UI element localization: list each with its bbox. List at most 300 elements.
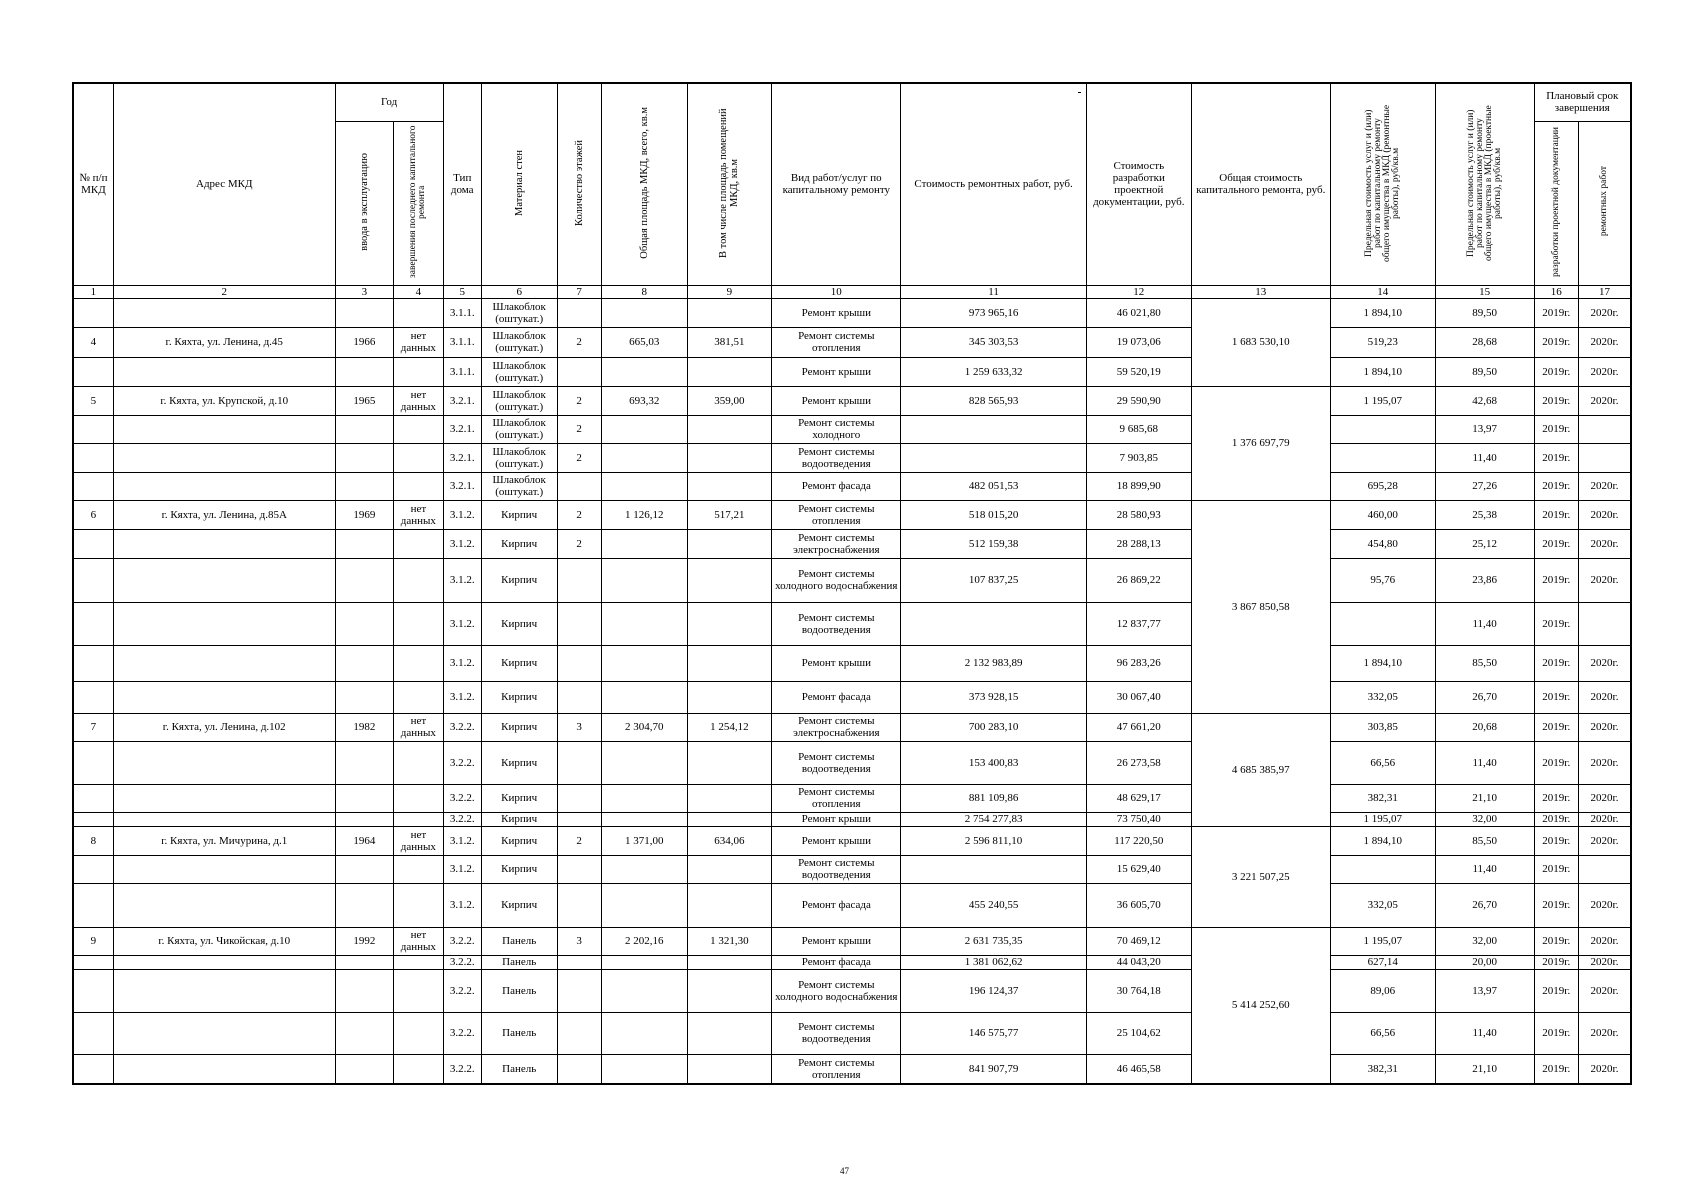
- table-row: [73, 883, 1631, 927]
- work-type-cell: Ремонт крыши: [772, 357, 901, 386]
- floors-cell: [557, 812, 601, 826]
- year-commission-cell: [335, 681, 393, 713]
- table-row: [73, 472, 1631, 500]
- wall-material-cell: Кирпич: [481, 855, 557, 883]
- work-type-cell: Ремонт системы электроснабжения: [772, 529, 901, 558]
- deadline-repair-cell: 2020г.: [1578, 472, 1631, 500]
- premises-area-cell: [687, 969, 772, 1012]
- deadline-repair-cell: [1578, 415, 1631, 443]
- row-number: [73, 812, 113, 826]
- limit-repair-cell: 1 195,07: [1330, 386, 1435, 415]
- design-cost-cell: 26 869,22: [1086, 558, 1191, 602]
- table-row: [73, 741, 1631, 784]
- work-type-cell: Ремонт системы водоотведения: [772, 1012, 901, 1054]
- total-area-cell: [601, 558, 687, 602]
- design-cost-cell: 59 520,19: [1086, 357, 1191, 386]
- table-row: [73, 415, 1631, 443]
- address-cell: [113, 645, 335, 681]
- year-last-repair-cell: нет данных: [394, 327, 443, 357]
- design-cost-cell: 12 837,77: [1086, 602, 1191, 645]
- design-cost-cell: 19 073,06: [1086, 327, 1191, 357]
- table-row: [73, 927, 1631, 955]
- floors-cell: 2: [557, 415, 601, 443]
- year-commission-cell: 1982: [335, 713, 393, 741]
- deadline-repair-cell: 2020г.: [1578, 812, 1631, 826]
- work-type-cell: Ремонт системы отопления: [772, 327, 901, 357]
- deadline-repair-cell: 2020г.: [1578, 784, 1631, 812]
- row-number: [73, 741, 113, 784]
- header-no: № п/п МКД: [73, 83, 113, 285]
- premises-area-cell: [687, 741, 772, 784]
- total-area-cell: 1 371,00: [601, 826, 687, 855]
- work-type-cell: Ремонт системы холодного: [772, 415, 901, 443]
- work-cost-cell: 1 381 062,62: [901, 955, 1087, 969]
- address-cell: [113, 681, 335, 713]
- table-row: [73, 443, 1631, 472]
- table-row: [73, 1012, 1631, 1054]
- premises-area-cell: [687, 602, 772, 645]
- wall-material-cell: Кирпич: [481, 681, 557, 713]
- limit-repair-cell: 382,31: [1330, 1054, 1435, 1084]
- limit-design-cell: 25,12: [1435, 529, 1534, 558]
- year-commission-cell: [335, 529, 393, 558]
- house-type-cell: 3.1.2.: [443, 855, 481, 883]
- limit-repair-cell: [1330, 855, 1435, 883]
- premises-area-cell: [687, 645, 772, 681]
- deadline-repair-cell: 2020г.: [1578, 529, 1631, 558]
- address-cell: [113, 357, 335, 386]
- address-cell: [113, 602, 335, 645]
- design-cost-cell: 70 469,12: [1086, 927, 1191, 955]
- row-number: [73, 298, 113, 327]
- limit-design-cell: 32,00: [1435, 812, 1534, 826]
- deadline-repair-cell: 2020г.: [1578, 645, 1631, 681]
- premises-area-cell: 1 321,30: [687, 927, 772, 955]
- deadline-repair-cell: 2020г.: [1578, 327, 1631, 357]
- address-cell: [113, 855, 335, 883]
- design-cost-cell: 46 465,58: [1086, 1054, 1191, 1084]
- table-row: [73, 681, 1631, 713]
- column-index-cell: 9: [687, 285, 772, 298]
- design-cost-cell: 18 899,90: [1086, 472, 1191, 500]
- house-type-cell: 3.2.2.: [443, 741, 481, 784]
- limit-repair-cell: 1 894,10: [1330, 826, 1435, 855]
- premises-area-cell: [687, 681, 772, 713]
- design-cost-cell: 29 590,90: [1086, 386, 1191, 415]
- deadline-design-cell: 2019г.: [1534, 812, 1578, 826]
- deadline-repair-cell: 2020г.: [1578, 558, 1631, 602]
- wall-material-cell: Шлакоблок (оштукат.): [481, 327, 557, 357]
- limit-design-cell: 32,00: [1435, 927, 1534, 955]
- header-year: Год: [335, 83, 443, 121]
- work-cost-cell: 881 109,86: [901, 784, 1087, 812]
- limit-design-cell: 11,40: [1435, 602, 1534, 645]
- total-area-cell: [601, 681, 687, 713]
- row-number: [73, 1012, 113, 1054]
- address-cell: [113, 812, 335, 826]
- total-area-cell: [601, 415, 687, 443]
- year-last-repair-cell: нет данных: [394, 927, 443, 955]
- deadline-design-cell: 2019г.: [1534, 969, 1578, 1012]
- house-type-cell: 3.1.2.: [443, 529, 481, 558]
- row-number: 4: [73, 327, 113, 357]
- deadline-design-cell: 2019г.: [1534, 327, 1578, 357]
- house-type-cell: 3.2.2.: [443, 955, 481, 969]
- wall-material-cell: Шлакоблок (оштукат.): [481, 357, 557, 386]
- column-index-row: [73, 285, 1631, 298]
- limit-repair-cell: 332,05: [1330, 883, 1435, 927]
- column-index-cell: 14: [1330, 285, 1435, 298]
- table-row: [73, 529, 1631, 558]
- total-area-cell: [601, 529, 687, 558]
- premises-area-cell: 359,00: [687, 386, 772, 415]
- design-cost-cell: 96 283,26: [1086, 645, 1191, 681]
- house-type-cell: 3.1.2.: [443, 558, 481, 602]
- premises-area-cell: [687, 357, 772, 386]
- house-type-cell: 3.2.1.: [443, 386, 481, 415]
- table-row: [73, 1054, 1631, 1084]
- year-last-repair-cell: нет данных: [394, 826, 443, 855]
- design-cost-cell: 25 104,62: [1086, 1012, 1191, 1054]
- total-cost-cell: 1 376 697,79: [1191, 386, 1330, 500]
- table-row: [73, 713, 1631, 741]
- total-area-cell: [601, 812, 687, 826]
- column-index-cell: 4: [394, 285, 443, 298]
- total-area-cell: [601, 741, 687, 784]
- work-cost-cell: 345 303,53: [901, 327, 1087, 357]
- row-number: [73, 645, 113, 681]
- total-area-cell: [601, 298, 687, 327]
- header-wall-material: Материал стен: [481, 83, 557, 285]
- address-cell: [113, 443, 335, 472]
- deadline-repair-cell: 2020г.: [1578, 826, 1631, 855]
- limit-repair-cell: 303,85: [1330, 713, 1435, 741]
- deadline-repair-cell: 2020г.: [1578, 500, 1631, 529]
- house-type-cell: 3.2.1.: [443, 415, 481, 443]
- address-cell: [113, 415, 335, 443]
- limit-repair-cell: 695,28: [1330, 472, 1435, 500]
- row-number: [73, 955, 113, 969]
- premises-area-cell: [687, 558, 772, 602]
- limit-design-cell: 20,68: [1435, 713, 1534, 741]
- address-cell: [113, 558, 335, 602]
- total-area-cell: 665,03: [601, 327, 687, 357]
- floors-cell: [557, 1012, 601, 1054]
- deadline-repair-cell: 2020г.: [1578, 386, 1631, 415]
- year-commission-cell: [335, 602, 393, 645]
- deadline-design-cell: 2019г.: [1534, 1054, 1578, 1084]
- work-type-cell: Ремонт фасада: [772, 681, 901, 713]
- year-commission-cell: [335, 1054, 393, 1084]
- address-cell: [113, 529, 335, 558]
- work-type-cell: Ремонт крыши: [772, 645, 901, 681]
- table-row: [73, 500, 1631, 529]
- total-cost-cell: 4 685 385,97: [1191, 713, 1330, 826]
- total-area-cell: [601, 784, 687, 812]
- address-cell: г. Кяхта, ул. Ленина, д.45: [113, 327, 335, 357]
- premises-area-cell: [687, 855, 772, 883]
- floors-cell: [557, 645, 601, 681]
- work-cost-cell: 482 051,53: [901, 472, 1087, 500]
- limit-design-cell: 85,50: [1435, 645, 1534, 681]
- deadline-repair-cell: 2020г.: [1578, 955, 1631, 969]
- deadline-design-cell: 2019г.: [1534, 558, 1578, 602]
- year-last-repair-cell: [394, 969, 443, 1012]
- limit-repair-cell: 460,00: [1330, 500, 1435, 529]
- total-cost-cell: 1 683 530,10: [1191, 298, 1330, 386]
- year-commission-cell: 1992: [335, 927, 393, 955]
- deadline-repair-cell: 2020г.: [1578, 741, 1631, 784]
- year-last-repair-cell: нет данных: [394, 713, 443, 741]
- header-work-type: Вид работ/услуг по капитальному ремонту: [772, 83, 901, 285]
- work-type-cell: Ремонт системы отопления: [772, 500, 901, 529]
- limit-repair-cell: 454,80: [1330, 529, 1435, 558]
- work-cost-cell: 146 575,77: [901, 1012, 1087, 1054]
- wall-material-cell: Шлакоблок (оштукат.): [481, 415, 557, 443]
- house-type-cell: 3.1.2.: [443, 826, 481, 855]
- deadline-design-cell: 2019г.: [1534, 357, 1578, 386]
- premises-area-cell: [687, 1012, 772, 1054]
- column-index-cell: 11: [901, 285, 1087, 298]
- deadline-design-cell: 2019г.: [1534, 415, 1578, 443]
- year-commission-cell: [335, 969, 393, 1012]
- year-last-repair-cell: нет данных: [394, 386, 443, 415]
- column-index-cell: 7: [557, 285, 601, 298]
- design-cost-cell: 7 903,85: [1086, 443, 1191, 472]
- wall-material-cell: Панель: [481, 927, 557, 955]
- year-last-repair-cell: [394, 443, 443, 472]
- stray-mark: [1078, 92, 1081, 93]
- house-type-cell: 3.2.2.: [443, 784, 481, 812]
- limit-design-cell: 89,50: [1435, 357, 1534, 386]
- row-number: [73, 415, 113, 443]
- year-commission-cell: [335, 883, 393, 927]
- limit-design-cell: 27,26: [1435, 472, 1534, 500]
- premises-area-cell: [687, 415, 772, 443]
- deadline-design-cell: 2019г.: [1534, 681, 1578, 713]
- row-number: [73, 529, 113, 558]
- limit-repair-cell: 89,06: [1330, 969, 1435, 1012]
- year-commission-cell: [335, 955, 393, 969]
- wall-material-cell: Кирпич: [481, 602, 557, 645]
- floors-cell: [557, 1054, 601, 1084]
- house-type-cell: 3.2.2.: [443, 1054, 481, 1084]
- address-cell: [113, 741, 335, 784]
- table-row: [73, 357, 1631, 386]
- premises-area-cell: [687, 1054, 772, 1084]
- work-type-cell: Ремонт крыши: [772, 386, 901, 415]
- premises-area-cell: [687, 472, 772, 500]
- address-cell: [113, 955, 335, 969]
- wall-material-cell: Шлакоблок (оштукат.): [481, 443, 557, 472]
- row-number: [73, 855, 113, 883]
- deadline-repair-cell: 2020г.: [1578, 927, 1631, 955]
- row-number: [73, 681, 113, 713]
- wall-material-cell: Кирпич: [481, 784, 557, 812]
- wall-material-cell: Кирпич: [481, 741, 557, 784]
- year-last-repair-cell: нет данных: [394, 500, 443, 529]
- work-cost-cell: 455 240,55: [901, 883, 1087, 927]
- total-area-cell: 2 304,70: [601, 713, 687, 741]
- year-commission-cell: [335, 415, 393, 443]
- deadline-repair-cell: 2020г.: [1578, 883, 1631, 927]
- deadline-design-cell: 2019г.: [1534, 1012, 1578, 1054]
- floors-cell: 2: [557, 327, 601, 357]
- work-cost-cell: 973 965,16: [901, 298, 1087, 327]
- work-cost-cell: 373 928,15: [901, 681, 1087, 713]
- work-cost-cell: 153 400,83: [901, 741, 1087, 784]
- work-type-cell: Ремонт системы водоотведения: [772, 602, 901, 645]
- total-area-cell: [601, 443, 687, 472]
- header-premises-area: В том числе площадь помещений МКД, кв.м: [687, 83, 772, 285]
- year-commission-cell: [335, 1012, 393, 1054]
- wall-material-cell: Кирпич: [481, 529, 557, 558]
- total-area-cell: [601, 472, 687, 500]
- year-commission-cell: [335, 784, 393, 812]
- premises-area-cell: [687, 812, 772, 826]
- table-row: [73, 812, 1631, 826]
- column-index-cell: 17: [1578, 285, 1631, 298]
- floors-cell: [557, 969, 601, 1012]
- limit-repair-cell: 1 195,07: [1330, 812, 1435, 826]
- table-row: [73, 558, 1631, 602]
- house-type-cell: 3.2.2.: [443, 812, 481, 826]
- address-cell: [113, 472, 335, 500]
- limit-repair-cell: 1 195,07: [1330, 927, 1435, 955]
- deadline-design-cell: 2019г.: [1534, 500, 1578, 529]
- limit-design-cell: 13,97: [1435, 415, 1534, 443]
- floors-cell: 3: [557, 713, 601, 741]
- header-house-type: Тип дома: [443, 83, 481, 285]
- row-number: [73, 602, 113, 645]
- column-index-cell: 3: [335, 285, 393, 298]
- header-total-area: Общая площадь МКД, всего, кв.м: [601, 83, 687, 285]
- year-last-repair-cell: [394, 298, 443, 327]
- work-cost-cell: [901, 443, 1087, 472]
- wall-material-cell: Кирпич: [481, 558, 557, 602]
- limit-design-cell: 21,10: [1435, 784, 1534, 812]
- wall-material-cell: Панель: [481, 955, 557, 969]
- house-type-cell: 3.2.2.: [443, 1012, 481, 1054]
- work-type-cell: Ремонт крыши: [772, 812, 901, 826]
- year-commission-cell: 1966: [335, 327, 393, 357]
- house-type-cell: 3.1.2.: [443, 645, 481, 681]
- work-cost-cell: 2 132 983,89: [901, 645, 1087, 681]
- deadline-repair-cell: 2020г.: [1578, 713, 1631, 741]
- table-row: [73, 826, 1631, 855]
- limit-design-cell: 28,68: [1435, 327, 1534, 357]
- house-type-cell: 3.2.1.: [443, 443, 481, 472]
- limit-design-cell: 85,50: [1435, 826, 1534, 855]
- limit-repair-cell: [1330, 415, 1435, 443]
- year-commission-cell: [335, 741, 393, 784]
- column-index-cell: 1: [73, 285, 113, 298]
- header-work-cost: Стоимость ремонтных работ, руб.: [901, 83, 1087, 285]
- deadline-design-cell: 2019г.: [1534, 826, 1578, 855]
- year-last-repair-cell: [394, 883, 443, 927]
- total-area-cell: [601, 357, 687, 386]
- work-type-cell: Ремонт системы холодного водоснабжения: [772, 969, 901, 1012]
- year-last-repair-cell: [394, 741, 443, 784]
- work-type-cell: Ремонт системы отопления: [772, 1054, 901, 1084]
- table-row: [73, 602, 1631, 645]
- design-cost-cell: 47 661,20: [1086, 713, 1191, 741]
- address-cell: г. Кяхта, ул. Крупской, д.10: [113, 386, 335, 415]
- table-row: [73, 327, 1631, 357]
- header-address: Адрес МКД: [113, 83, 335, 285]
- work-cost-cell: 2 631 735,35: [901, 927, 1087, 955]
- floors-cell: [557, 883, 601, 927]
- premises-area-cell: 634,06: [687, 826, 772, 855]
- work-type-cell: Ремонт крыши: [772, 826, 901, 855]
- table-row: [73, 386, 1631, 415]
- limit-repair-cell: 95,76: [1330, 558, 1435, 602]
- floors-cell: [557, 558, 601, 602]
- limit-design-cell: 42,68: [1435, 386, 1534, 415]
- house-type-cell: 3.1.1.: [443, 357, 481, 386]
- work-cost-cell: 700 283,10: [901, 713, 1087, 741]
- premises-area-cell: [687, 784, 772, 812]
- limit-repair-cell: 332,05: [1330, 681, 1435, 713]
- table-row: [73, 645, 1631, 681]
- premises-area-cell: [687, 883, 772, 927]
- deadline-design-cell: 2019г.: [1534, 602, 1578, 645]
- row-number: 9: [73, 927, 113, 955]
- house-type-cell: 3.1.2.: [443, 500, 481, 529]
- header-year-last-repair: завершения последнего капитального ремонта: [394, 121, 443, 285]
- deadline-repair-cell: 2020г.: [1578, 969, 1631, 1012]
- year-last-repair-cell: [394, 415, 443, 443]
- row-number: [73, 472, 113, 500]
- premises-area-cell: 381,51: [687, 327, 772, 357]
- limit-design-cell: 21,10: [1435, 1054, 1534, 1084]
- deadline-design-cell: 2019г.: [1534, 443, 1578, 472]
- design-cost-cell: 9 685,68: [1086, 415, 1191, 443]
- premises-area-cell: [687, 298, 772, 327]
- work-type-cell: Ремонт крыши: [772, 927, 901, 955]
- column-index-cell: 12: [1086, 285, 1191, 298]
- deadline-design-cell: 2019г.: [1534, 713, 1578, 741]
- work-type-cell: Ремонт системы холодного водоснабжения: [772, 558, 901, 602]
- total-area-cell: [601, 1012, 687, 1054]
- wall-material-cell: Панель: [481, 1054, 557, 1084]
- premises-area-cell: 1 254,12: [687, 713, 772, 741]
- wall-material-cell: Кирпич: [481, 812, 557, 826]
- row-number: 6: [73, 500, 113, 529]
- header-limit-design: Предельная стоимость услуг и (или) работ по капитальному ремонту общего имущества в МКД (проектные работы), руб/кв.м: [1435, 83, 1534, 285]
- row-number: [73, 784, 113, 812]
- limit-repair-cell: 627,14: [1330, 955, 1435, 969]
- year-last-repair-cell: [394, 812, 443, 826]
- limit-repair-cell: 66,56: [1330, 741, 1435, 784]
- premises-area-cell: [687, 529, 772, 558]
- address-cell: г. Кяхта, ул. Чикойская, д.10: [113, 927, 335, 955]
- limit-design-cell: 25,38: [1435, 500, 1534, 529]
- limit-design-cell: 11,40: [1435, 443, 1534, 472]
- house-type-cell: 3.1.2.: [443, 681, 481, 713]
- column-index-cell: 5: [443, 285, 481, 298]
- floors-cell: 3: [557, 927, 601, 955]
- total-cost-cell: 5 414 252,60: [1191, 927, 1330, 1084]
- work-cost-cell: [901, 415, 1087, 443]
- floors-cell: [557, 602, 601, 645]
- limit-repair-cell: 66,56: [1330, 1012, 1435, 1054]
- total-cost-cell: 3 221 507,25: [1191, 826, 1330, 927]
- total-area-cell: 1 126,12: [601, 500, 687, 529]
- house-type-cell: 3.1.1.: [443, 327, 481, 357]
- limit-repair-cell: [1330, 602, 1435, 645]
- wall-material-cell: Кирпич: [481, 883, 557, 927]
